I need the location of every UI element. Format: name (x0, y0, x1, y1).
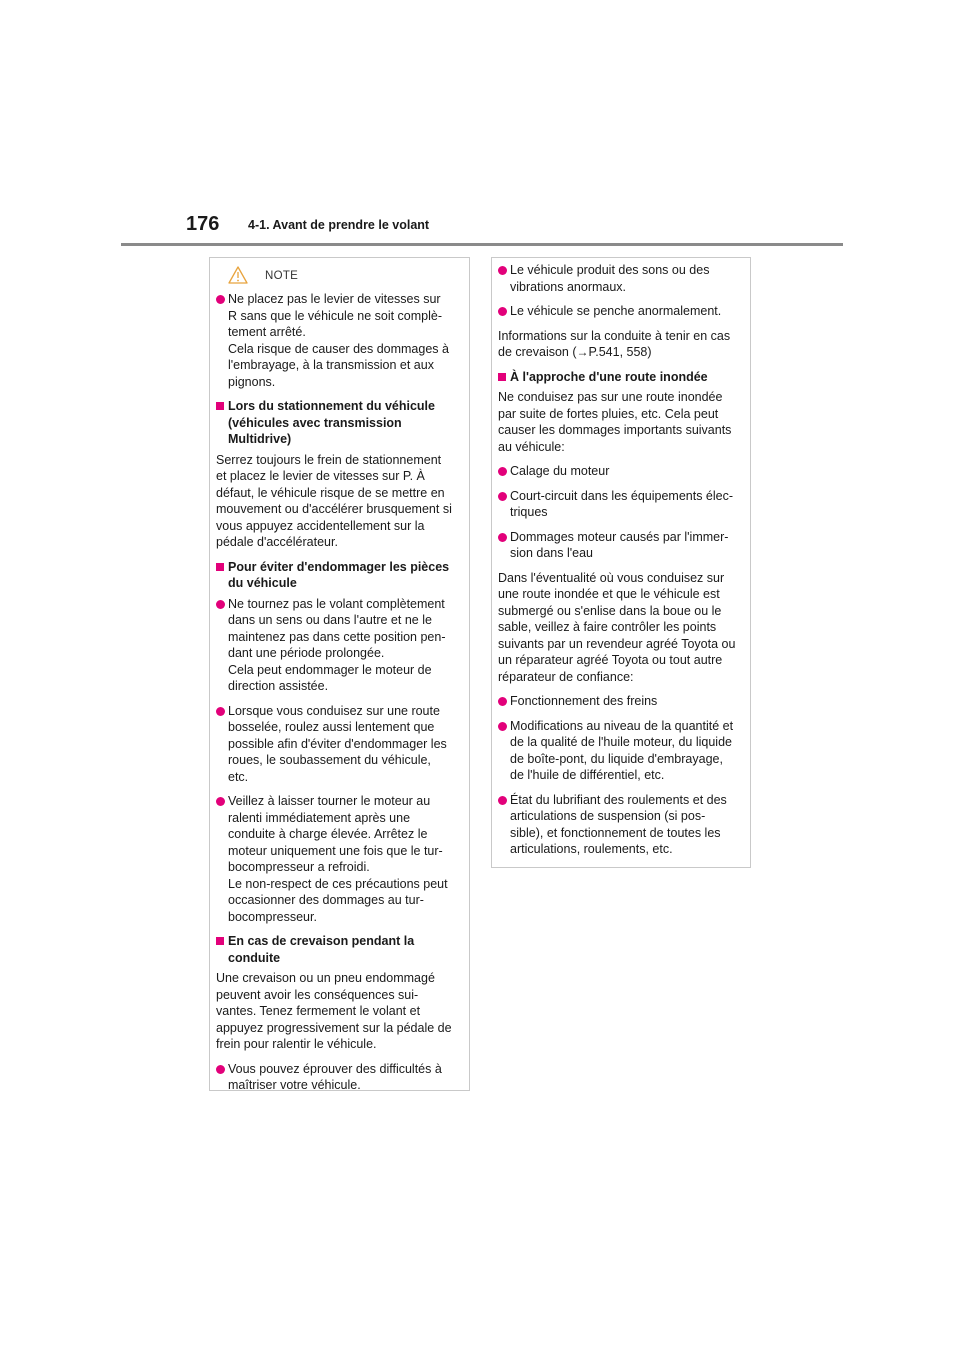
text-line: (véhicules avec transmission (228, 415, 402, 430)
heading-square (216, 402, 224, 410)
text-line: Veillez à laisser tourner le moteur au (228, 794, 431, 808)
text-line: pédale d'accélérateur. (216, 535, 338, 549)
bullet-item (216, 1061, 463, 1094)
text-line: R sans que le véhicule ne soit complè- (228, 308, 443, 323)
text-line: Le non-respect de ces précautions peut (228, 876, 448, 891)
text-line: tement arrêté. (228, 325, 306, 339)
section-title: 4-1. Avant de prendre le volant (248, 218, 430, 232)
text-line: Dans l'éventualité où vous conduisez sur (498, 570, 725, 585)
bullet-dot (498, 796, 507, 805)
bullet-dot (498, 467, 507, 476)
text-line: suivants par un revendeur agréé Toyota ou (498, 636, 736, 651)
paragraph (216, 452, 463, 551)
paragraph (216, 970, 463, 1053)
bullet-item (498, 262, 744, 295)
bullet-item (216, 291, 463, 390)
text-line: Lorsque vous conduisez sur une route (228, 703, 440, 718)
text-line: triques (510, 505, 548, 519)
text-line: Le véhicule se penche anormalement. (510, 304, 722, 318)
note-label: NOTE (265, 270, 299, 282)
text-line: Vous pouvez éprouver des difficultés à (228, 1061, 442, 1076)
arrow-right-icon: → (576, 345, 589, 359)
text-line (498, 344, 744, 361)
text-line: maintenez pas dans cette position pen- (228, 629, 446, 644)
text-line: En cas de crevaison pendant la (228, 934, 415, 948)
text-line: Court-circuit dans les équipements élec- (510, 488, 734, 503)
bullet-dot (216, 295, 225, 304)
text-line: mouvement ou d'accélérer brusquement si (216, 502, 452, 516)
text-line: réparateur de confiance: (498, 669, 634, 684)
text-line: possible afin d'éviter d'endommager les (228, 736, 447, 751)
text-line: Cela risque de causer des dommages à (228, 341, 449, 356)
text-line: submergé ou s'enlise dans la boue ou le (498, 603, 722, 618)
text-line: au véhicule: (498, 439, 565, 454)
text-line: Informations sur la conduite à tenir en cas (498, 328, 731, 343)
heading-square (216, 937, 224, 945)
bullet-dot (498, 307, 507, 316)
heading-square (216, 563, 224, 571)
text-line: vous appuyez accidentellement sur la (216, 518, 425, 533)
text-line: occasionner des dommages au tur- (228, 893, 424, 907)
text-line: frein pour ralentir le véhicule. (216, 1037, 377, 1051)
text-line: etc. (228, 769, 249, 784)
note-box-right (491, 257, 751, 868)
text-line: direction assistée. (228, 679, 329, 693)
text-line: À l'approche d'une route inondée (510, 369, 708, 384)
text-line: Ne conduisez pas sur une route inondée (498, 390, 723, 404)
text-line: vantes. Tenez fermement le volant et (216, 1004, 421, 1018)
text-line: Fonctionnement des freins (510, 694, 658, 708)
warning-triangle-icon (228, 266, 248, 284)
bullet-item (498, 488, 744, 521)
subheading (498, 369, 744, 386)
text-line: Calage du moteur (510, 464, 610, 478)
text-line: Ne tournez pas le volant complètement (228, 596, 445, 611)
text-line: moteur uniquement une fois que le tur- (228, 843, 443, 858)
text-line: Pour éviter d'endommager les pièces (228, 559, 450, 574)
text-line: une route inondée et que le véhicule est (498, 587, 720, 601)
bullet-dot (498, 533, 507, 542)
text-line: Lors du stationnement du véhicule (228, 399, 435, 413)
bullet-dot (216, 707, 225, 716)
subheading (216, 933, 463, 966)
text-line: bocompresseur a refroidi. (228, 860, 370, 874)
text-line: Serrez toujours le frein de stationnement (216, 452, 442, 467)
bullet-item (216, 793, 463, 925)
text-line: Ne placez pas le levier de vitesses sur (228, 292, 441, 306)
bullet-item (216, 596, 463, 695)
text-line: défaut, le véhicule risque de se mettre en (216, 485, 445, 500)
bullet-item (498, 529, 744, 562)
text-line: Multidrive) (228, 432, 292, 446)
bullet-item (498, 792, 744, 858)
text-line: articulations de suspension (si pos- (510, 809, 706, 823)
text-line: ralenti immédiatement après une (228, 810, 411, 825)
bullet-dot (216, 797, 225, 806)
text-line: sible), et fonctionnement de toutes les (510, 825, 721, 840)
text-line: Une crevaison ou un pneu endommagé (216, 971, 435, 985)
text-line: État du lubrifiant des roulements et des (510, 792, 727, 807)
page-number: 176 (186, 213, 220, 235)
text-line: de la qualité de l'huile moteur, du liquide (510, 735, 732, 749)
heading-square (498, 373, 506, 381)
bullet-dot (216, 1065, 225, 1074)
paragraph (498, 389, 744, 455)
bullet-item (498, 303, 744, 320)
text-line: l'embrayage, à la transmission et aux (228, 358, 434, 372)
text-line: sable, veillez à faire contrôler les points (498, 620, 717, 634)
text-fragment: de crevaison ( (498, 345, 577, 359)
bullet-dot (498, 722, 507, 731)
paragraph (498, 570, 744, 686)
subheading (216, 398, 463, 448)
text-line: Modifications au niveau de la quantité et (510, 718, 734, 733)
bullet-item (498, 718, 744, 784)
bullet-item (498, 463, 744, 480)
bullet-dot (498, 492, 507, 501)
bullet-item (498, 693, 744, 710)
note-header (210, 264, 469, 286)
text-line: bosselée, roulez aussi lentement que (228, 720, 435, 734)
paragraph (498, 328, 744, 361)
text-line: articulations, roulements, etc. (510, 842, 673, 856)
text-line: conduite à charge élevée. Arrêtez le (228, 827, 428, 841)
text-line: conduite (228, 950, 281, 965)
text-line: pignons. (228, 374, 276, 389)
note-box-left (209, 257, 470, 1091)
text-line: Cela peut endommager le moteur de (228, 662, 432, 677)
text-line: appuyez progressivement sur la pédale de (216, 1020, 452, 1035)
text-line: dant une période prolongée. (228, 646, 385, 660)
text-line: par suite de fortes pluies, etc. Cela peut (498, 406, 719, 421)
text-line: du véhicule (228, 576, 297, 590)
header-rule (121, 243, 843, 246)
text-line: maîtriser votre véhicule. (228, 1078, 361, 1092)
text-line: vibrations anormaux. (510, 279, 627, 294)
text-line: Dommages moteur causés par l'immer- (510, 529, 729, 544)
text-line: un réparateur agréé Toyota ou tout autre (498, 653, 723, 667)
text-line: dans un sens ou dans l'autre et ne le (228, 613, 432, 627)
text-line: de boîte-pont, du liquide d'embrayage, (510, 751, 723, 766)
text-line: bocompresseur. (228, 909, 317, 924)
subheading (216, 559, 463, 592)
text-line: de l'huile de différentiel, etc. (510, 768, 665, 782)
text-line: peuvent avoir les conséquences sui- (216, 987, 419, 1002)
text-line: et placez le levier de vitesses sur P. À (216, 469, 425, 483)
bullet-dot (216, 600, 225, 609)
text-line: causer les dommages importants suivants (498, 423, 732, 437)
text-line: sion dans l'eau (510, 546, 594, 560)
bullet-dot (498, 266, 507, 275)
page-reference-link[interactable]: P.541, 558) (588, 345, 652, 359)
bullet-item (216, 703, 463, 786)
text-line: Le véhicule produit des sons ou des (510, 263, 710, 277)
bullet-dot (498, 697, 507, 706)
text-line: roues, le soubassement du véhicule, (228, 753, 431, 767)
